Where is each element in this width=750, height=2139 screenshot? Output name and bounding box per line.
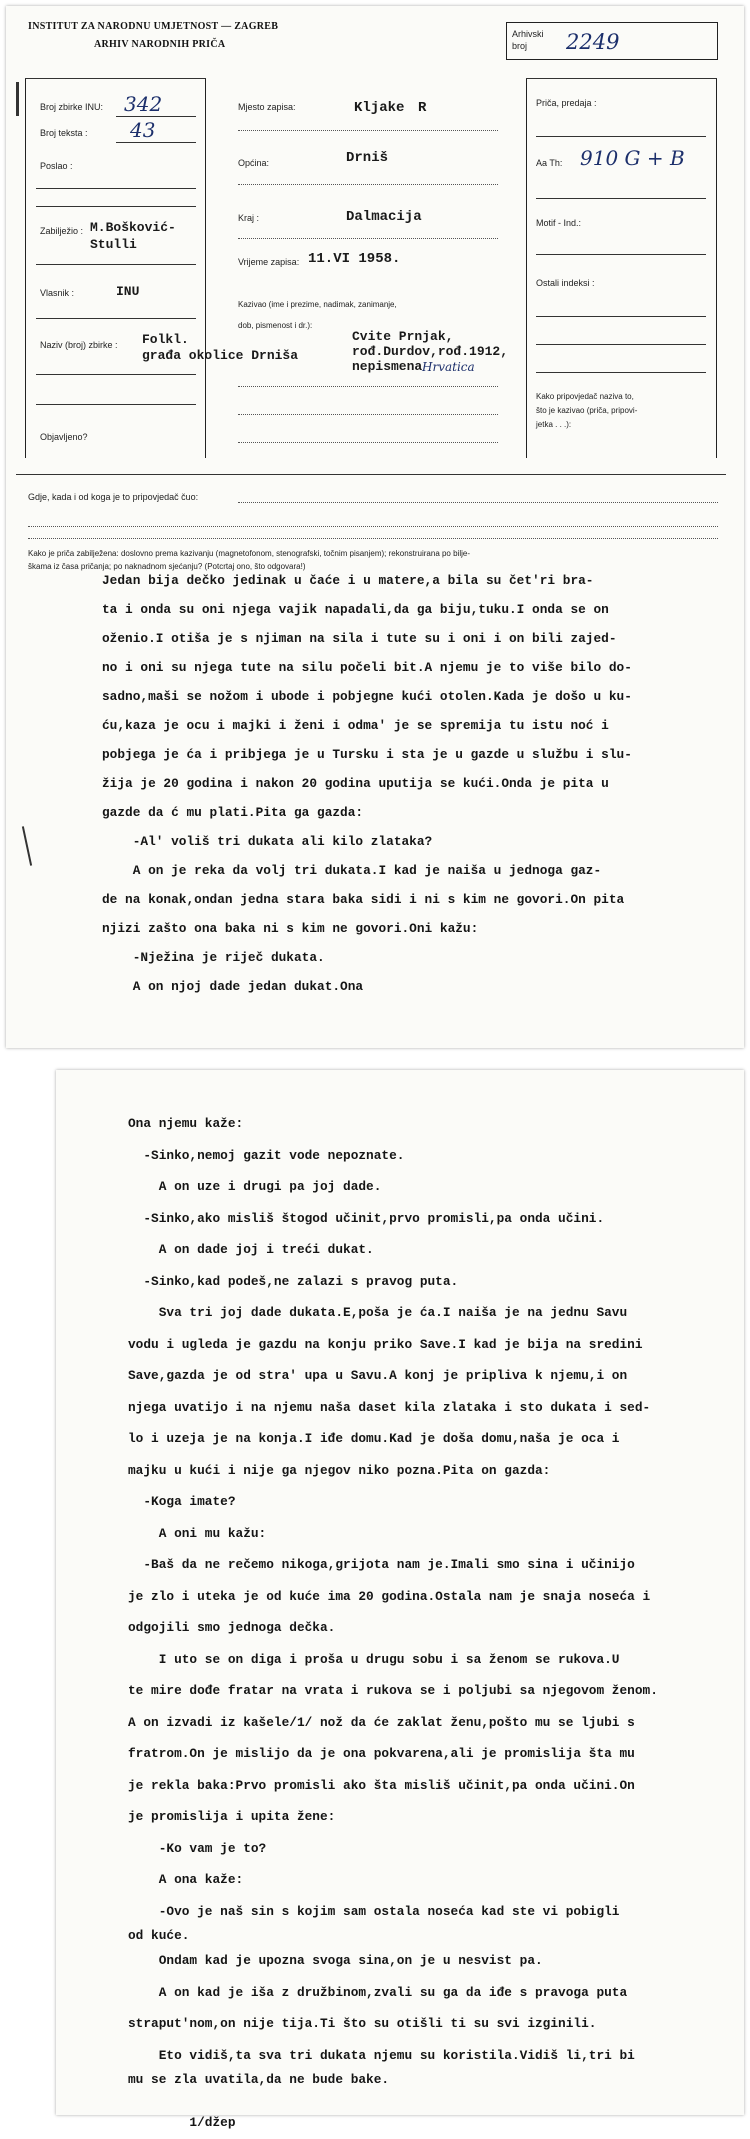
underline bbox=[536, 344, 706, 345]
underline bbox=[536, 372, 706, 373]
tale-line: fratrom.On je mislijo da je ona pokvarena,ali je promislija šta mu bbox=[128, 1746, 635, 1761]
edge-mark bbox=[16, 82, 19, 116]
naziv-pripovjedac-label: Kako pripovjedač naziva to, što je kazivao (priča, pripovi- jetka . . .): bbox=[536, 392, 638, 429]
tale-line: -Koga imate? bbox=[128, 1494, 236, 1509]
dotted-line bbox=[238, 238, 498, 239]
continuation-page bbox=[56, 1070, 744, 2130]
kraj-value: Dalmacija bbox=[346, 209, 422, 225]
underline bbox=[36, 318, 196, 319]
column-border bbox=[716, 78, 717, 458]
underline bbox=[36, 264, 196, 265]
column-border bbox=[25, 78, 26, 458]
footnote: 1/džep bbox=[128, 2115, 236, 2130]
mjesto-value: Kljake bbox=[354, 100, 405, 116]
broj-teksta-label: Broj teksta : bbox=[40, 128, 88, 138]
tale-line: pobjega je ća i pribjega je u Tursku i sta je u gazde u službu i slu- bbox=[102, 747, 632, 762]
kazivao-label: Kazivao (ime i prezime, nadimak, zanimanje, dob, pismenost i dr.): bbox=[238, 300, 397, 330]
tale-line: je promislija i upita žene: bbox=[128, 1809, 336, 1824]
tale-line: je rekla baka:Prvo promisli ako šta misliš učinit,pa onda učini.On bbox=[128, 1777, 635, 1793]
ostali-label: Ostali indeksi : bbox=[536, 278, 595, 288]
underline bbox=[116, 142, 196, 143]
zabiljezio-value: M.Bošković- Stulli bbox=[90, 220, 176, 252]
tale-line: majku u kući i nije ga njegov niko pozna.Pita on gazda: bbox=[128, 1462, 551, 1478]
card-page bbox=[6, 6, 744, 1048]
tale-line: A oni mu kažu: bbox=[128, 1525, 267, 1541]
tale-line: te mire dođe fratar na vrata i rukova se i poljubi sa njegovom ženom. bbox=[128, 1683, 658, 1698]
underline bbox=[36, 188, 196, 189]
vrijeme-value: 11.VI 1958. bbox=[308, 251, 401, 267]
objavljeno-label: Objavljeno? bbox=[40, 432, 88, 442]
dotted-line bbox=[238, 386, 498, 387]
tale-line: odgojili smo jednoga dečka. bbox=[128, 1620, 336, 1635]
tale-line: A on uze i drugi pa joj dade. bbox=[128, 1179, 382, 1194]
tale-line: ta i onda su oni njega vajik napadali,da ga biju,tuku.I onda se on bbox=[102, 602, 609, 617]
tale-line: A on je reka da volj tri dukata.I kad je naiša u jednoga gaz- bbox=[102, 863, 602, 878]
dotted-line bbox=[238, 130, 498, 131]
tale-line: Ona njemu kaže: bbox=[128, 1116, 244, 1131]
zabiljezio-label: Zabilježio : bbox=[40, 226, 84, 236]
tale-line: A on izvadi iz kašele/1/ nož da će zaklat ženu,pošto mu se ljubi s bbox=[128, 1714, 635, 1730]
gdje-label: Gdje, kada i od koga je to pripovjedač čuo: bbox=[28, 492, 199, 502]
tale-line: oženio.I otišа je s njiman na sila i tute su i oni i on bili zajed- bbox=[102, 631, 617, 646]
mjesto-label: Mjesto zapisa: bbox=[238, 102, 296, 112]
aath-label: Aa Th: bbox=[536, 158, 563, 168]
naziv-zbirke-label: Naziv (broj) zbirke : bbox=[40, 340, 118, 350]
tale-line bbox=[128, 2089, 658, 2107]
kazivao-handwritten: Hrvatica bbox=[422, 360, 475, 374]
dotted-line bbox=[238, 184, 498, 185]
prica-label: Priča, predaja : bbox=[536, 98, 597, 108]
dotted-line bbox=[28, 538, 718, 539]
kako-zabiljezena-label: Kako je priča zabilježena: doslovno prema kazivanju (magnetofonom, stenografski, točnim pisanjem); rekonstruirana po bilje- bbox=[28, 549, 470, 558]
tale-line: žija je 20 godina i nakon 20 godina uputija se kući.Onda je pita u bbox=[102, 776, 609, 791]
opcina-label: Općina: bbox=[238, 158, 270, 168]
underline bbox=[36, 404, 196, 405]
tale-line: I uto se on diga i proša u drugu sobu i sa ženom se rukova.U bbox=[128, 1651, 620, 1667]
tale-text-page1 bbox=[102, 566, 632, 1001]
tale-line: ću,kaza je ocu i majki i ženi i odma' je se spremija tu istu noć i bbox=[102, 718, 609, 733]
tale-line: Eto vidiš,ta sva tri dukata njemu su koristila.Vidiš li,tri bi bbox=[128, 2047, 635, 2063]
tale-line: njega uvatijo i na njemu naša daset kila zlataka i sto dukata i sed- bbox=[128, 1399, 651, 1415]
dotted-line bbox=[238, 502, 718, 503]
tale-line: straput'nom,on nije tija.Ti što su otišli ti su svi izginili. bbox=[128, 2016, 597, 2031]
column-border bbox=[526, 78, 527, 458]
tale-line: njizi zašto ona baka ni s kim ne govori.Oni kažu: bbox=[102, 921, 479, 936]
vlasnik-value: INU bbox=[116, 284, 140, 299]
underline bbox=[36, 374, 196, 375]
naziv-zbirke-value: Folkl. građa okolice Drniša bbox=[142, 332, 299, 363]
tale-line: A on kad je iša z družbinom,zvali su ga da iđe s pravoga puta bbox=[128, 1984, 628, 2000]
dotted-line bbox=[238, 442, 498, 443]
column-top-border bbox=[25, 78, 206, 79]
arhivski-broj-value: 2249 bbox=[566, 30, 620, 54]
kraj-label: Kraj : bbox=[238, 213, 260, 223]
underline bbox=[536, 136, 706, 137]
underline bbox=[536, 316, 706, 317]
column-top-border bbox=[526, 78, 717, 79]
archive-name: ARHIV NARODNIH PRIČA bbox=[94, 39, 226, 50]
tale-line: A on dade joj i treći dukat. bbox=[128, 1242, 374, 1257]
kazivao-value: Cvite Prnjak, rođ.Durdov,rođ.1912, nepismena bbox=[352, 329, 509, 374]
tale-line: -Ko vam je to? bbox=[128, 1840, 267, 1856]
tale-line: gazde da ć mu plati.Pita ga gazda: bbox=[102, 805, 364, 820]
tale-line: A ona kaže: bbox=[128, 1872, 244, 1887]
column-border bbox=[205, 78, 206, 458]
margin-mark bbox=[22, 826, 32, 866]
opcina-value: Drniš bbox=[346, 150, 389, 166]
underline bbox=[36, 206, 196, 207]
tale-line: od kuće. bbox=[128, 1928, 190, 1943]
dotted-line bbox=[28, 526, 718, 527]
tale-line: Jedan bija dečko jedinak u čaće i u matere,a bila su čet'ri bra- bbox=[102, 573, 594, 588]
tale-line: A on njoj dade jedan dukat.Ona bbox=[102, 979, 364, 994]
tale-line: sadno,maši se nožom i ubode i pobjegne kući otolen.Kada je došo u ku- bbox=[102, 689, 632, 704]
tale-line: lo i uzeja je na konja.I iđe domu.Kad je doša domu,naša je oca i bbox=[128, 1431, 620, 1446]
tale-line: Ondam kad je upozna svoga sina,on je u nesvist pa. bbox=[128, 1953, 543, 1968]
institute-name: INSTITUT ZA NARODNU UMJETNOST — ZAGREB bbox=[28, 21, 279, 32]
tale-line: je zlo i uteka je od kuće ima 20 godina.Ostala nam je snaja noseća i bbox=[128, 1588, 651, 1604]
underline bbox=[536, 254, 706, 255]
tale-line: -Sinko,nemoj gazit vode nepoznate. bbox=[128, 1147, 405, 1163]
tale-line: vodu i ugleda je gazdu na konju priko Save.I kad je bija na sredini bbox=[128, 1336, 643, 1352]
kako-zabiljezena-label-2: škama iz časa pričanja; po naknadnom sjećanju? (Potcrtaj ono, što odgovara!) bbox=[28, 562, 306, 571]
broj-teksta-value: 43 bbox=[130, 118, 156, 142]
aath-value: 910 G + B bbox=[580, 146, 685, 170]
tale-line: -Nježina je riječ dukata. bbox=[102, 950, 325, 965]
section-divider bbox=[16, 474, 726, 475]
tale-line: -Ovo je naš sin s kojim sam ostala noseća kad ste vi pobigli bbox=[128, 1903, 620, 1919]
motif-label: Motif - Ind.: bbox=[536, 218, 582, 228]
tale-text-page2 bbox=[128, 1108, 658, 2139]
tale-line: -Sinko,ako misliš štogod učinit,prvo promisli,pa onda učini. bbox=[128, 1210, 605, 1226]
broj-zbirke-label: Broj zbirke INU: bbox=[40, 102, 104, 112]
tale-line: Save,gazda je od stra' upa u Savu.A konj je priplіva k njemu,i on bbox=[128, 1368, 628, 1383]
vrijeme-label: Vrijeme zapisa: bbox=[238, 257, 300, 267]
arhivski-broj-label: Arhivski broj bbox=[512, 29, 544, 51]
tale-line: Sva tri joj dade dukata.E,poša je ća.I naiša je na jednu Savu bbox=[128, 1305, 628, 1320]
vlasnik-label: Vlasnik : bbox=[40, 288, 75, 298]
mjesto-mark: R bbox=[418, 100, 427, 116]
tale-line: mu se zla uvatila,da ne bude bake. bbox=[128, 2072, 390, 2087]
tale-line: -Sinko,kad podeš,ne zalazi s pravog puta. bbox=[128, 1273, 459, 1289]
tale-line: de na konak,ondan jedna stara baka sidi i ni s kim ne govori.On pita bbox=[102, 892, 625, 907]
poslao-label: Poslao : bbox=[40, 161, 73, 171]
tale-line: no i oni su njega tute na silu počeli bit.A njemu je to više bilo do- bbox=[102, 660, 632, 675]
dotted-line bbox=[238, 414, 498, 415]
tale-line: -Al' voliš tri dukata ali kilo zlataka? bbox=[102, 834, 433, 849]
underline bbox=[116, 116, 196, 117]
broj-zbirke-value: 342 bbox=[124, 92, 163, 116]
tale-line: -Baš da ne rečemo nikoga,grijota nam je.Imali smo sina i učinijo bbox=[128, 1557, 635, 1572]
underline bbox=[536, 198, 706, 199]
